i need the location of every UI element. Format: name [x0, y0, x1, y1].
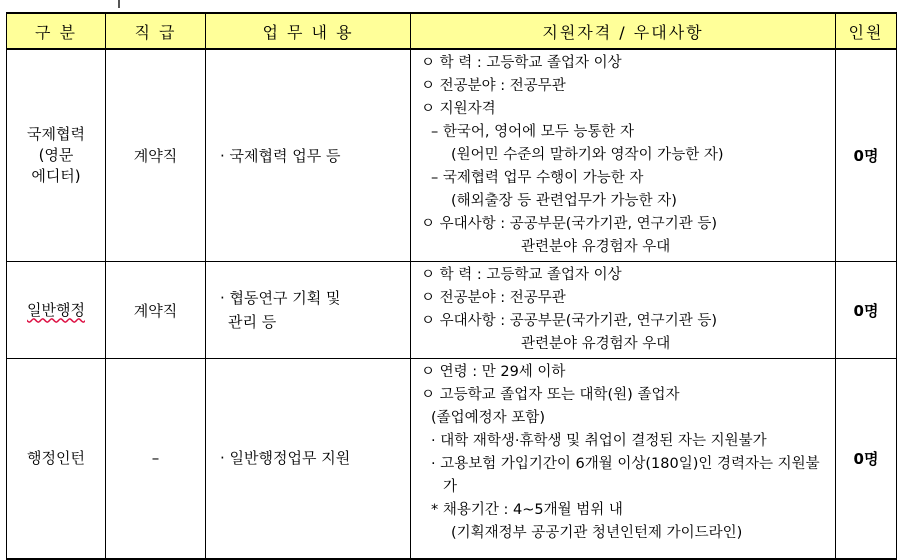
category-line: (영문	[38, 146, 74, 164]
qual-line: ㅇ 우대사항 : 공공부문(국가기관, 연구기관 등)	[421, 216, 717, 232]
duty-cell	[206, 49, 411, 262]
qual-line: 관련분야 유경험자 우대	[521, 239, 671, 255]
count-cell: 0명	[836, 49, 897, 262]
qual-line: – 국제협력 업무 수행이 가능한 자	[431, 170, 644, 186]
header-qualification: 지원자격 / 우대사항	[411, 13, 836, 49]
qual-line: 관련분야 유경험자 우대	[521, 336, 671, 352]
qual-line: ㅇ 학 력 : 고등학교 졸업자 이상	[421, 267, 622, 283]
qual-line: · 고용보험 가입기간이 6개월 이상(180일)인 경력자는 지원불가	[431, 456, 820, 495]
table-row	[7, 262, 897, 359]
qual-line: (해외출장 등 관련업무가 가능한 자)	[451, 193, 677, 209]
duty-cell	[206, 262, 411, 359]
qual-line: ㅇ 학 력 : 고등학교 졸업자 이상	[421, 55, 622, 71]
qualification-cell	[411, 49, 836, 262]
category-line: 에디터)	[31, 167, 81, 185]
duty-line: 관리 등	[228, 313, 277, 331]
qual-line: · 대학 재학생·휴학생 및 취업이 결정된 자는 지원불가	[431, 433, 767, 449]
qual-line: ㅇ 고등학교 졸업자 또는 대학(원) 졸업자	[421, 387, 680, 403]
category-line: 행정인턴	[27, 448, 85, 467]
qual-line: ㅇ 우대사항 : 공공부문(국가기관, 연구기관 등)	[421, 313, 717, 329]
category-cell	[7, 359, 106, 559]
qual-line: ㅇ 지원자격	[421, 101, 496, 117]
header-duty: 업 무 내 용	[206, 13, 411, 49]
duty-line: · 국제협력 업무 등	[220, 146, 341, 165]
grade-cell: –	[106, 359, 206, 559]
recruitment-table	[6, 12, 897, 560]
grade-cell: 계약직	[106, 49, 206, 262]
table-row	[7, 359, 897, 559]
qual-line: ㅇ 전공분야 : 전공무관	[421, 290, 566, 306]
qual-line: ㅇ 전공분야 : 전공무관	[421, 78, 566, 94]
category-cell	[7, 262, 106, 359]
duty-line: · 협동연구 기획 및	[220, 289, 341, 307]
category-line: 일반행정	[27, 300, 85, 319]
top-edge-mark	[118, 0, 120, 8]
category-cell	[7, 49, 106, 262]
qualification-cell	[411, 359, 836, 559]
qualification-cell	[411, 262, 836, 359]
header-category: 구 분	[7, 13, 106, 49]
qual-line: (원어민 수준의 말하기와 영작이 가능한 자)	[451, 147, 724, 163]
table-row	[7, 49, 897, 262]
qual-line: ㅇ 연령 : 만 29세 이하	[421, 364, 566, 380]
header-row	[7, 13, 897, 49]
duty-line: · 일반행정업무 지원	[220, 449, 351, 468]
qual-line: * 채용기간 : 4~5개월 범위 내	[431, 502, 623, 518]
category-line: 국제협력	[27, 125, 85, 143]
qual-line: (기획재정부 공공기관 청년인턴제 가이드라인)	[451, 525, 743, 541]
duty-cell	[206, 359, 411, 559]
header-grade: 직 급	[106, 13, 206, 49]
qual-line: – 한국어, 영어에 모두 능통한 자	[431, 124, 634, 140]
header-count: 인원	[836, 13, 897, 49]
grade-cell: 계약직	[106, 262, 206, 359]
count-cell: 0명	[836, 262, 897, 359]
qual-line: (졸업예정자 포함)	[431, 410, 545, 426]
count-cell: 0명	[836, 359, 897, 559]
